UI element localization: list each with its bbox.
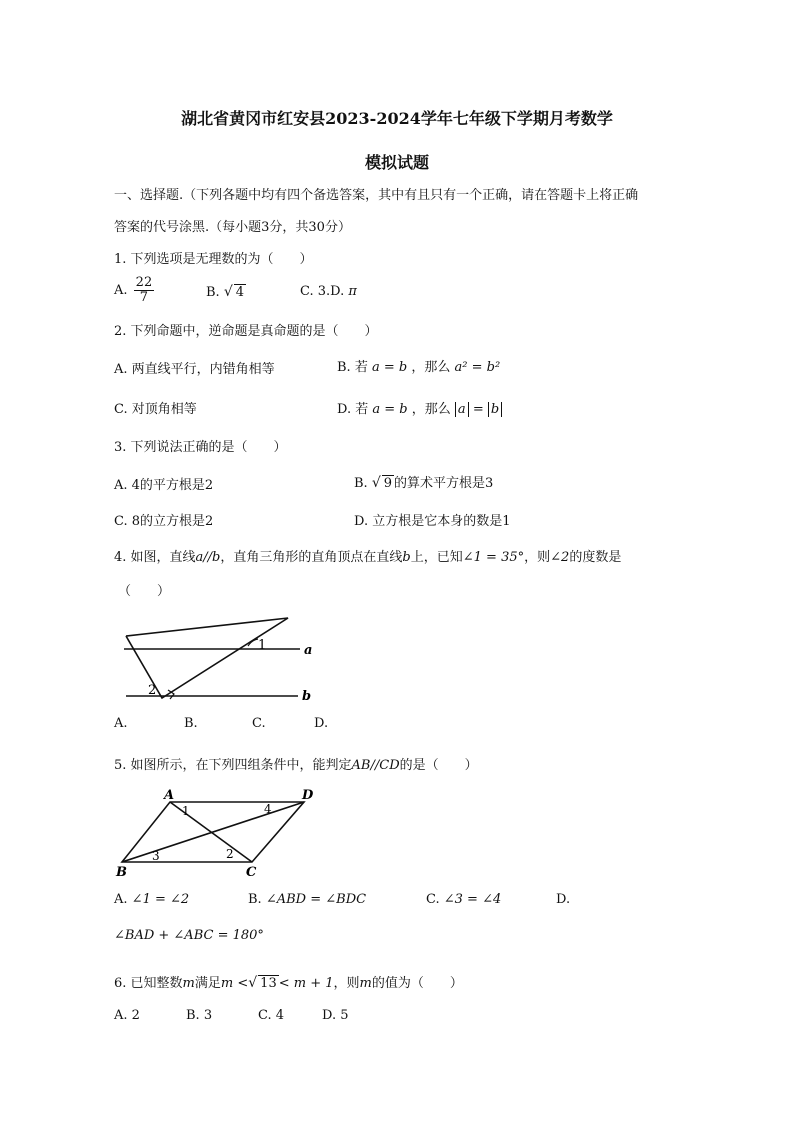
q4-stem-text: 上，已知: [410, 550, 463, 565]
q4-option-c: C.: [252, 716, 266, 731]
q5-option-c: [426, 892, 501, 907]
q6-option-a: A. 2: [114, 1008, 140, 1023]
q4-line-b: b: [402, 550, 411, 565]
q5-diagonal-bd: [122, 802, 304, 862]
radical-sign-icon: √: [371, 475, 381, 491]
q5-option-d: [114, 928, 264, 943]
radical-sign-icon: √: [223, 284, 233, 300]
q5-label-4: 4: [264, 802, 272, 816]
q5-option-d-label: D.: [556, 892, 571, 907]
q3-option-b: [354, 472, 493, 491]
q3-option-d: D. 立方根是它本身的数是1: [354, 514, 511, 529]
q3-option-b-text: 的算术平方根是3: [394, 476, 494, 491]
q5-stem-text: 的是（ ）: [399, 758, 478, 773]
q5-stem: [114, 754, 478, 773]
q6-inequality-left: m <: [220, 976, 249, 991]
q3-option-c: C. 8的立方根是2: [114, 514, 214, 529]
q3-stem: 3. 下列说法正确的是（ ）: [114, 440, 287, 455]
q5-option-a: [114, 892, 189, 907]
q5-option-c-label: C.: [426, 892, 440, 907]
q4-angle2-expr: ∠2: [550, 550, 570, 565]
q5-option-b-label: B.: [248, 892, 262, 907]
q2-option-d-connector: ，那么: [411, 402, 451, 417]
q5-label-D: D: [302, 788, 314, 803]
q1-option-cd: [300, 284, 357, 299]
q6-option-d: D. 5: [322, 1008, 349, 1023]
q2-option-a: A. 两直线平行，内错角相等: [114, 362, 275, 377]
section-intro-cont: 答案的代号涂黑.（每小题3分，共30分）: [114, 220, 351, 235]
q3-option-a: A. 4的平方根是2: [114, 478, 214, 493]
page-subtitle: 模拟试题: [364, 153, 429, 172]
q6-option-b: B. 3: [186, 1008, 213, 1023]
q4-label-2: 2: [148, 683, 157, 698]
abs-a: a: [455, 402, 469, 417]
q4-answer-paren: （ ）: [118, 584, 171, 599]
q5-stem-text: 5. 如图所示，在下列四组条件中，能判定: [114, 758, 352, 773]
q2-option-b-conclusion: a² = b²: [454, 360, 501, 375]
q6-var-m: m: [182, 976, 195, 991]
q5-label-2: 2: [226, 847, 234, 861]
q5-label-3: 3: [152, 849, 160, 863]
q4-stem-text: ，直角三角形的直角顶点在直线: [220, 550, 403, 565]
q6-stem-text: 满足: [194, 976, 221, 991]
q5-label-C: C: [246, 865, 257, 880]
q4-option-d: D.: [314, 716, 329, 731]
q6-inequality-right: < m + 1: [278, 976, 334, 991]
q2-option-d-condition: a = b: [372, 402, 408, 417]
q5-option-a-label: A.: [114, 892, 128, 907]
section-intro: 一、选择题.（下列各题中均有四个备选答案，其中有且只有一个正确，请在答题卡上将正确: [114, 188, 639, 203]
q5-option-b: [248, 892, 366, 907]
page-title: 湖北省黄冈市红安县2023-2024学年七年级下学期月考数学: [181, 109, 613, 128]
q2-option-d-label: D. 若: [337, 402, 369, 417]
fraction-denominator: 7: [139, 290, 149, 305]
q1-stem: 1. 下列选项是无理数的为（ ）: [114, 252, 313, 267]
q4-stem-text: ，则: [524, 550, 551, 565]
abs-b: b: [488, 402, 502, 417]
q4-angle1-expr: ∠1 = 35°: [462, 550, 525, 565]
q4-option-a: A.: [114, 716, 128, 731]
q4-stem-text: 4. 如图，直线: [114, 550, 196, 565]
q2-option-c: C. 对顶角相等: [114, 402, 197, 417]
q6-stem: [114, 972, 463, 991]
q5-option-d-expr: ∠BAD + ∠ABC = 180°: [114, 928, 264, 943]
q6-option-c: C. 4: [258, 1008, 285, 1023]
q5-parallel-expr: AB//CD: [351, 758, 400, 773]
q5-label-B: B: [116, 865, 127, 880]
q4-stem-text: 的度数是: [569, 550, 622, 565]
q2-option-b-connector: ，那么: [411, 360, 451, 375]
q6-var-m: m: [359, 976, 372, 991]
q4-figure: [112, 602, 332, 706]
q2-stem: 2. 下列命题中，逆命题是真命题的是（ ）: [114, 324, 378, 339]
q5-option-b-expr: ∠ABD = ∠BDC: [265, 892, 367, 907]
equals-sign: =: [472, 402, 484, 417]
q5-label-1: 1: [182, 804, 190, 818]
q2-option-d: [337, 398, 502, 417]
pi-symbol: π: [348, 284, 357, 299]
q1-option-b: [206, 284, 246, 300]
q5-option-a-expr: ∠1 = ∠2: [131, 892, 190, 907]
q4-label-a: a: [304, 643, 313, 658]
q2-option-b-label: B. 若: [337, 360, 368, 375]
radicand: 9: [383, 476, 393, 491]
radical-sign-icon: √: [248, 975, 258, 991]
q2-option-b-condition: a = b: [371, 360, 408, 375]
q2-option-b: [337, 356, 500, 375]
radicand: 13: [260, 976, 277, 991]
q5-option-c-expr: ∠3 = ∠4: [443, 892, 502, 907]
q5-figure: [112, 784, 324, 880]
q4-option-b: B.: [184, 716, 198, 731]
q6-stem-text: 6. 已知整数: [114, 976, 183, 991]
fraction: [134, 276, 155, 305]
radicand: 4: [235, 285, 245, 300]
q3-option-b-label: B.: [354, 476, 368, 491]
q1-option-cd-label: C. 3.D.: [300, 284, 345, 299]
q1-option-a-label: A.: [114, 283, 128, 298]
q4-label-b: b: [302, 689, 312, 704]
q1-option-a: [114, 276, 154, 305]
fraction-numerator: 22: [135, 275, 153, 290]
q6-stem-text: 的值为（ ）: [371, 976, 463, 991]
q1-option-b-label: B.: [206, 285, 220, 300]
q4-stem: [114, 546, 621, 565]
q6-stem-text: ，则: [333, 976, 360, 991]
q5-label-A: A: [164, 788, 175, 803]
q4-label-1: 1: [258, 638, 267, 653]
q4-parallel-expr: a//b: [195, 550, 221, 565]
